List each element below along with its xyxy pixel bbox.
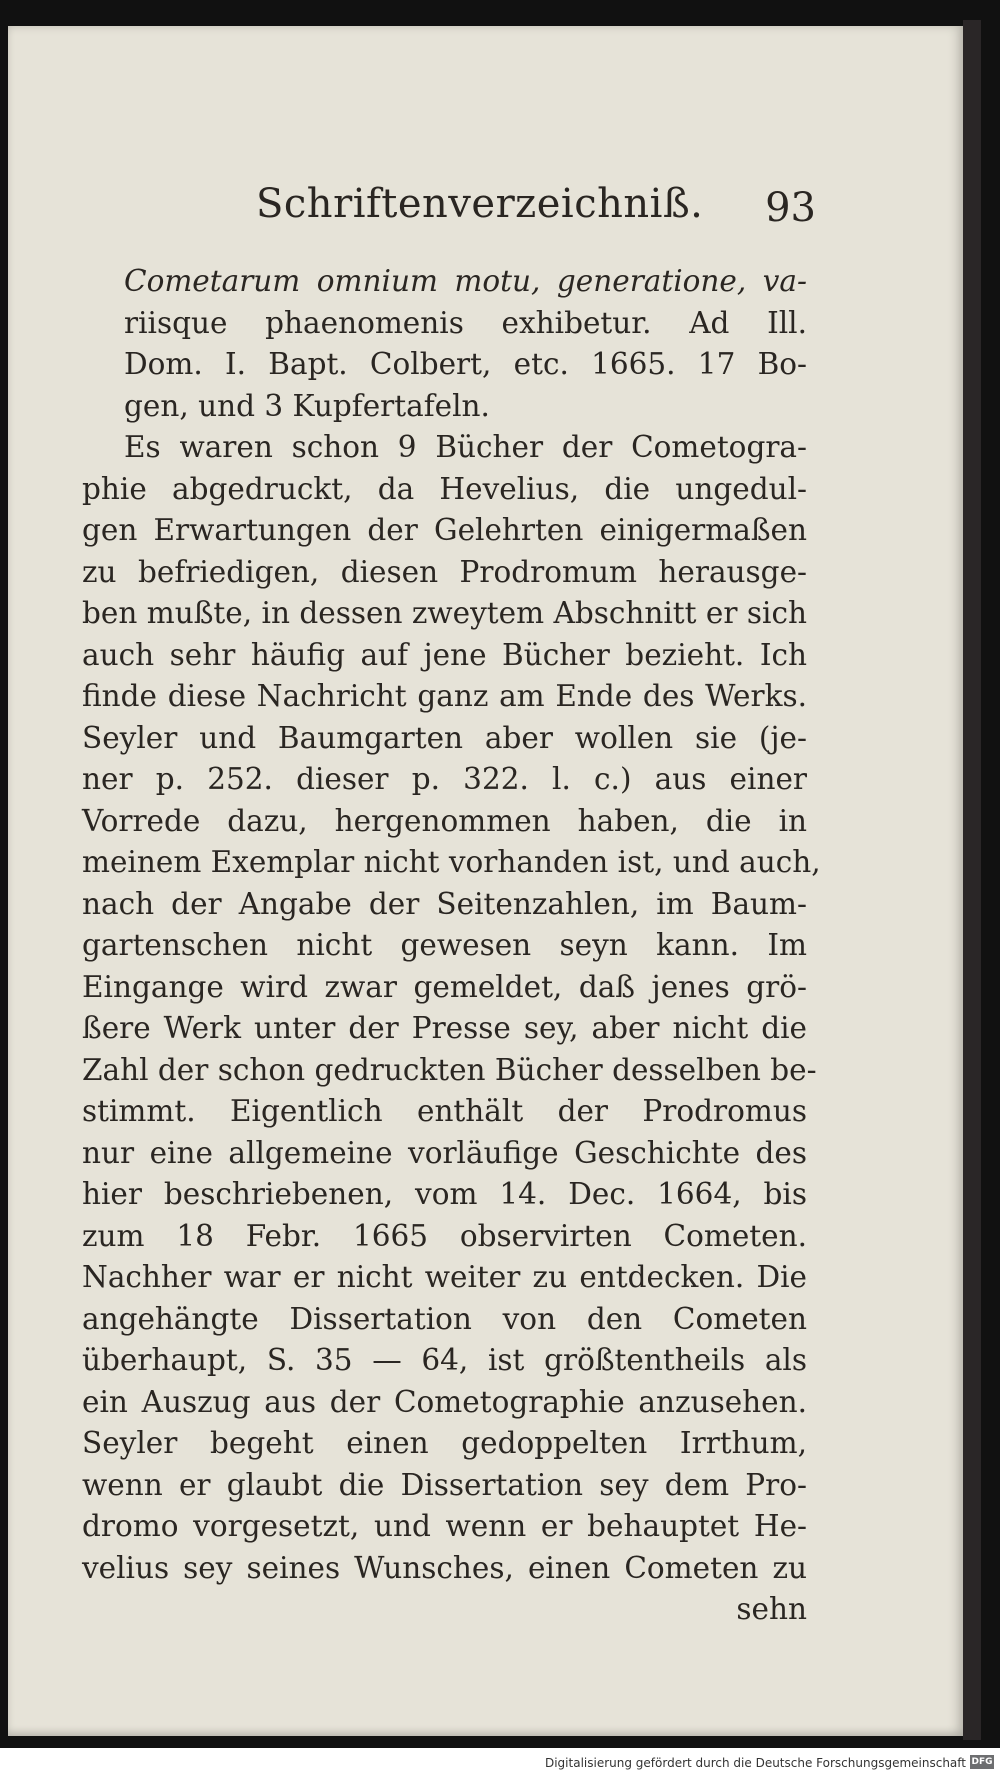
text-line: stimmt. Eigentlich enthält der Prodromus [82,1094,807,1128]
text-line: zu befriedigen, diesen Prodromum herausge- [82,554,807,589]
text-line: nach der Angabe der Seitenzahlen, im Baum- [82,886,807,921]
catchword: sehn [736,1592,807,1626]
text-line: Cometarum omnium motu, generatione, va- [124,264,807,298]
text-line: Zahl der schon gedruckten Bücher desselben be- [82,1052,817,1087]
text-line: auch sehr häufig auf jene Bücher bezieht. Ich [82,637,807,672]
text-line: Seyler begeht einen gedoppelten Irrthum, [82,1426,807,1460]
text-line: Dom. I. Bapt. Colbert, etc. 1665. 17 Bo- [124,347,807,381]
text-line: riisque phaenomenis exhibetur. Ad Ill. [124,305,807,340]
text-line: überhaupt, S. 35 — 64, ist größtentheils als [82,1343,807,1377]
text-line: ben mußte, in dessen zweytem Abschnitt er sich [82,596,807,630]
text-line: gen Erwartungen der Gelehrten einigermaßen [82,513,807,547]
running-head: Schriftenverzeichniß. [256,181,704,227]
book-page [8,26,963,1736]
text-line: hier beschriebenen, vom 14. Dec. 1664, bis [82,1177,807,1211]
body-text [82,261,821,1631]
text-line: Nachher war er nicht weiter zu entdecken. Die [82,1260,807,1294]
text-line: wenn er glaubt die Dissertation sey dem Pro- [82,1467,807,1502]
text-line: velius sey seines Wunsches, einen Cometen zu [82,1550,807,1585]
page-number: 93 [765,185,816,231]
text-line: Es waren schon 9 Bücher der Cometogra- [124,430,807,464]
text-line: Vorrede dazu, hergenommen haben, die in [82,803,807,838]
text-line: angehängte Dissertation von den Cometen [82,1301,807,1336]
text-line: gen, und 3 Kupfertafeln. [124,388,490,423]
text-line: ßere Werk unter der Presse sey, aber nicht die [82,1011,807,1045]
text-line: nur eine allgemeine vorläufige Geschichte des [82,1135,807,1170]
text-line: finde diese Nachricht ganz am Ende des Werks. [82,679,807,713]
book-edge [963,20,981,1740]
page-header [256,181,816,245]
text-line: gartenschen nicht gewesen seyn kann. Im [82,928,807,962]
text-line: meinem Exemplar nicht vorhanden ist, und auch, [82,845,821,879]
text-line: dromo vorgesetzt, und wenn er behauptet He- [82,1509,807,1543]
funding-credit: Digitalisierung gefördert durch die Deutsche Forschungsgemeinschaft [544,1756,966,1770]
text-line: Seyler und Baumgarten aber wollen sie (je- [82,720,807,755]
text-line: phie abgedruckt, da Hevelius, die ungedul- [82,471,807,506]
footer-bar [0,1748,1000,1777]
dfg-logo: DFG [971,1757,993,1767]
text-line: zum 18 Febr. 1665 observirten Cometen. [82,1218,807,1253]
text-line: ner p. 252. dieser p. 322. l. c.) aus einer [82,762,807,796]
text-line: Eingange wird zwar gemeldet, daß jenes grö- [82,969,807,1004]
text-line: ein Auszug aus der Cometographie anzusehen. [82,1384,807,1419]
